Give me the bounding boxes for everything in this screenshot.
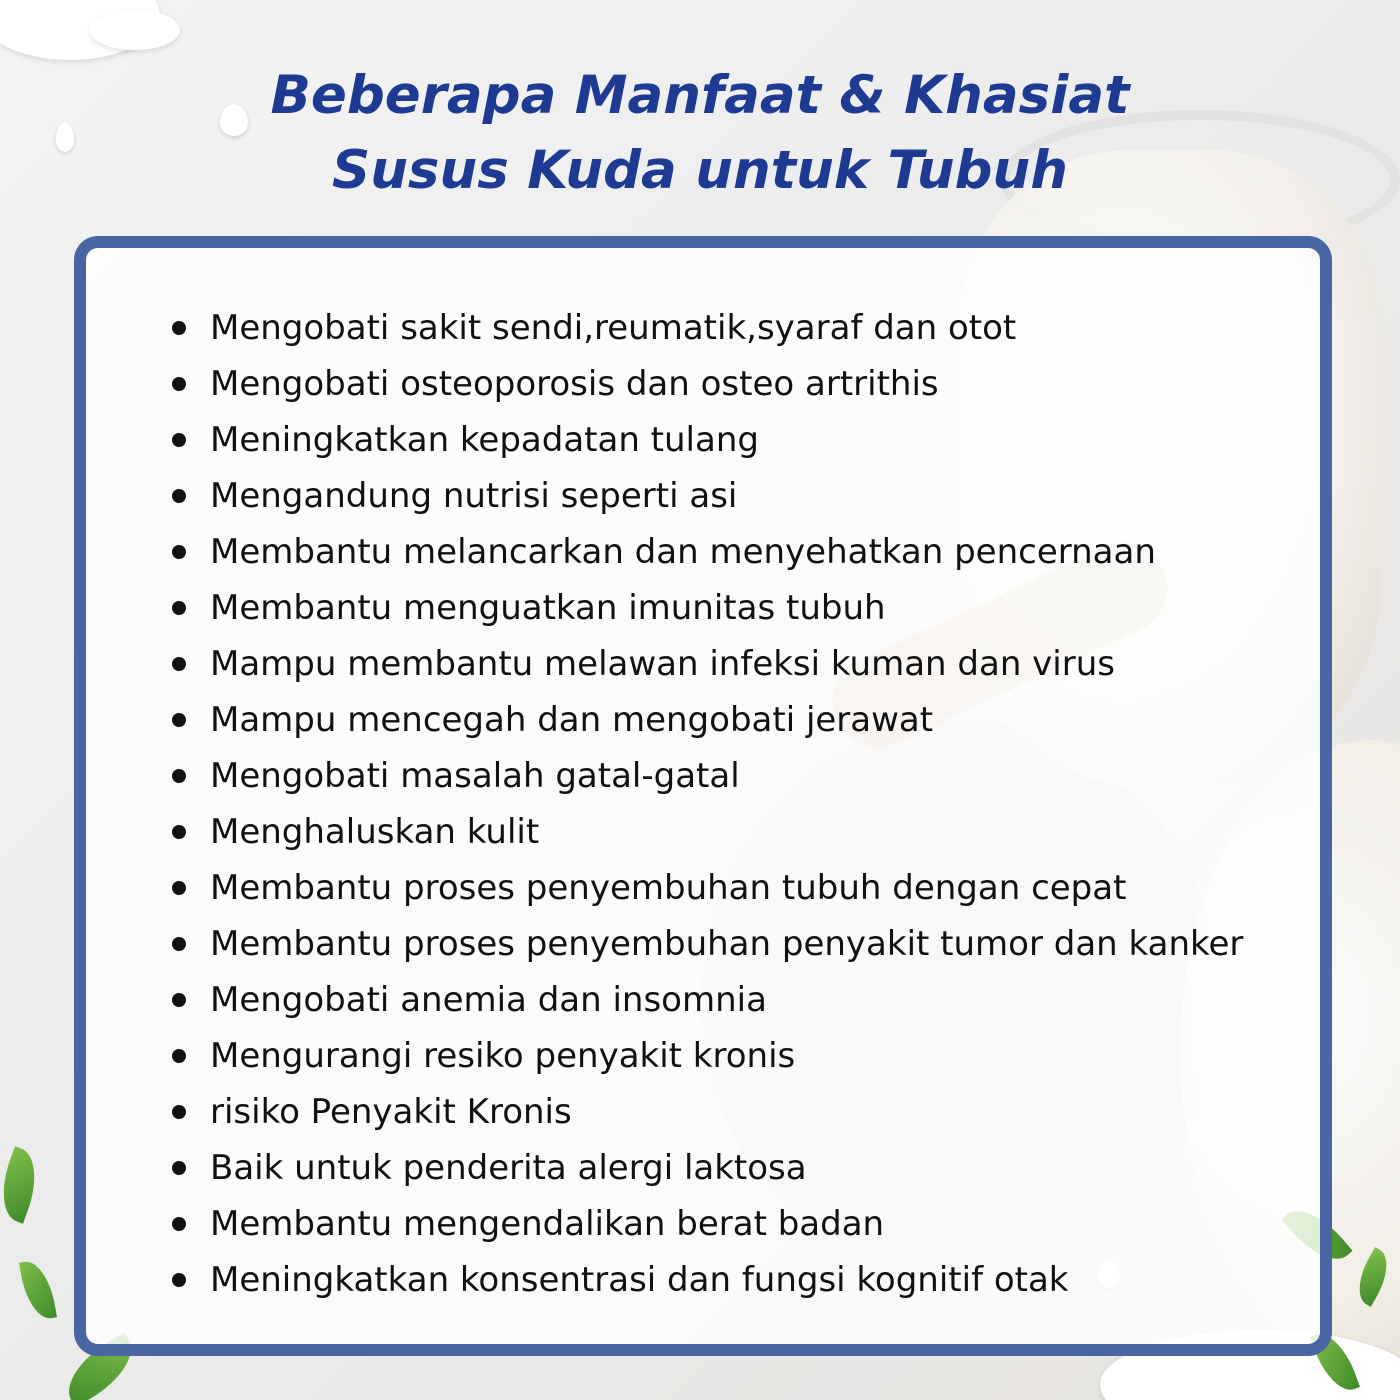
list-item bbox=[168, 860, 1243, 916]
bullet-icon bbox=[172, 433, 186, 447]
benefits-list bbox=[168, 300, 1243, 1308]
list-item bbox=[168, 468, 1243, 524]
list-item bbox=[168, 524, 1243, 580]
list-item-text: Mampu membantu melawan infeksi kuman dan virus bbox=[210, 644, 1115, 684]
title-line-2: Susus Kuda untuk Tubuh bbox=[332, 140, 1068, 201]
list-item bbox=[168, 1084, 1243, 1140]
bullet-icon bbox=[172, 377, 186, 391]
list-item bbox=[168, 356, 1243, 412]
list-item bbox=[168, 692, 1243, 748]
list-item-text: Mengobati masalah gatal-gatal bbox=[210, 756, 740, 796]
bullet-icon bbox=[172, 489, 186, 503]
list-item-text: Meningkatkan konsentrasi dan fungsi kognitif otak bbox=[210, 1260, 1069, 1300]
bullet-icon bbox=[172, 993, 186, 1007]
bullet-icon bbox=[172, 545, 186, 559]
list-item bbox=[168, 748, 1243, 804]
list-item bbox=[168, 580, 1243, 636]
list-item bbox=[168, 972, 1243, 1028]
list-item bbox=[168, 636, 1243, 692]
list-item-text: risiko Penyakit Kronis bbox=[210, 1092, 572, 1132]
list-item bbox=[168, 412, 1243, 468]
bullet-icon bbox=[172, 825, 186, 839]
bullet-icon bbox=[172, 1105, 186, 1119]
list-item-text: Membantu proses penyembuhan tubuh dengan cepat bbox=[210, 868, 1127, 908]
bullet-icon bbox=[172, 937, 186, 951]
bullet-icon bbox=[172, 769, 186, 783]
list-item bbox=[168, 1196, 1243, 1252]
list-item-text: Mengobati sakit sendi,reumatik,syaraf dan otot bbox=[210, 308, 1017, 348]
list-item bbox=[168, 1252, 1243, 1308]
list-item bbox=[168, 1140, 1243, 1196]
list-item bbox=[168, 300, 1243, 356]
bullet-icon bbox=[172, 1161, 186, 1175]
leaf-decoration bbox=[19, 1258, 57, 1322]
bullet-icon bbox=[172, 657, 186, 671]
bullet-icon bbox=[172, 881, 186, 895]
list-item-text: Membantu menguatkan imunitas tubuh bbox=[210, 588, 886, 628]
list-item-text: Membantu melancarkan dan menyehatkan pencernaan bbox=[210, 532, 1156, 572]
list-item-text: Baik untuk penderita alergi laktosa bbox=[210, 1148, 807, 1188]
list-item-text: Mengobati anemia dan insomnia bbox=[210, 980, 767, 1020]
benefits-panel bbox=[74, 236, 1332, 1356]
list-item bbox=[168, 916, 1243, 972]
list-item-text: Mengurangi resiko penyakit kronis bbox=[210, 1036, 796, 1076]
bullet-icon bbox=[172, 1217, 186, 1231]
list-item-text: Membantu mengendalikan berat badan bbox=[210, 1204, 885, 1244]
bullet-icon bbox=[172, 1049, 186, 1063]
bullet-icon bbox=[172, 713, 186, 727]
list-item-text: Meningkatkan kepadatan tulang bbox=[210, 420, 759, 460]
list-item-text: Menghaluskan kulit bbox=[210, 812, 540, 852]
milk-splash-decoration bbox=[90, 10, 180, 50]
list-item bbox=[168, 804, 1243, 860]
page-title bbox=[0, 58, 1400, 208]
list-item-text: Mengobati osteoporosis dan osteo artrithis bbox=[210, 364, 939, 404]
bullet-icon bbox=[172, 321, 186, 335]
title-line-1: Beberapa Manfaat & Khasiat bbox=[270, 65, 1130, 126]
bullet-icon bbox=[172, 1273, 186, 1287]
leaf-decoration bbox=[0, 1146, 47, 1223]
list-item-text: Membantu proses penyembuhan penyakit tumor dan kanker bbox=[210, 924, 1244, 964]
bullet-icon bbox=[172, 601, 186, 615]
list-item-text: Mengandung nutrisi seperti asi bbox=[210, 476, 738, 516]
list-item bbox=[168, 1028, 1243, 1084]
list-item-text: Mampu mencegah dan mengobati jerawat bbox=[210, 700, 934, 740]
